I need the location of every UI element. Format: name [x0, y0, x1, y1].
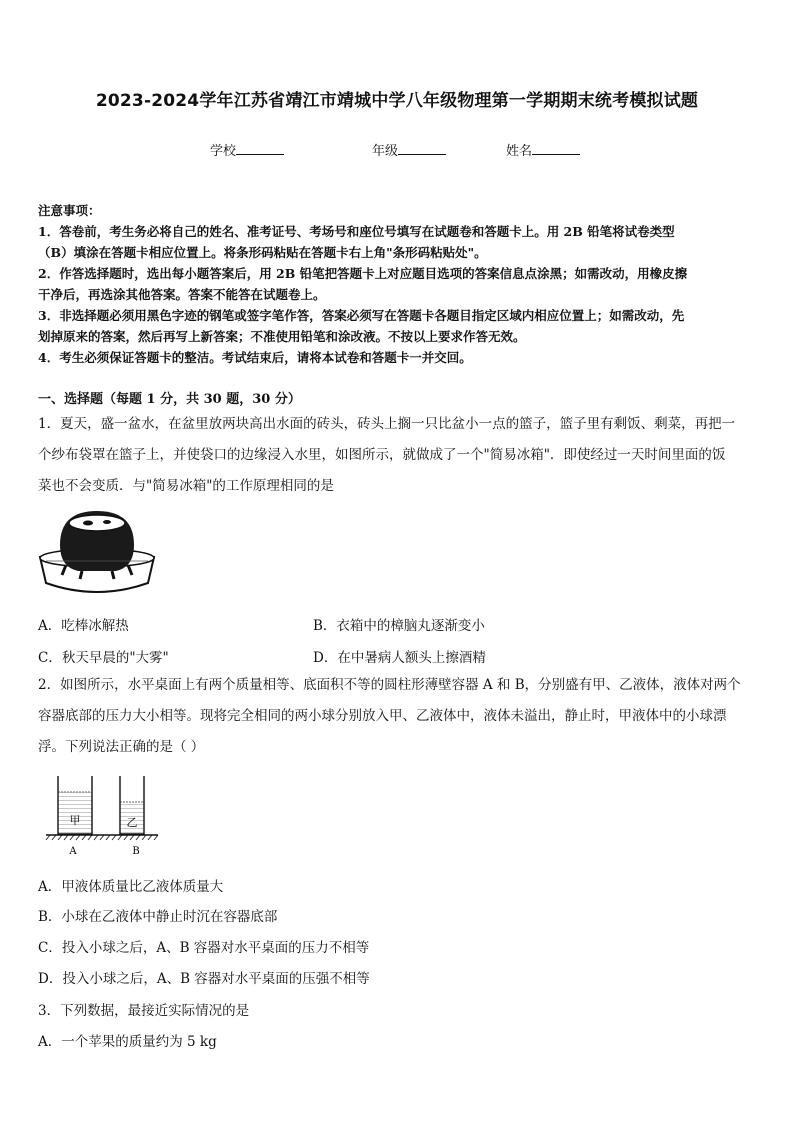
- question-2-stem: [38, 670, 758, 763]
- school-field[interactable]: [210, 140, 284, 159]
- school-label: 学校: [210, 144, 237, 159]
- question-3-stem: 3．下列数据，最接近实际情况的是: [38, 1003, 250, 1019]
- notice-line: 干净后，再选涂其他答案。答案不能答在试题卷上。: [38, 287, 326, 302]
- question-line: 1．夏天，盛一盆水，在盆里放两块高出水面的砖头，砖头上搁一只比盆小一点的篮子，篮子里有剩饭、剩菜，再把一: [38, 416, 736, 432]
- notice-line: （B）填涂在答题卡相应位置上。将条形码粘贴在答题卡右上角"条形码粘贴处"。: [38, 245, 487, 260]
- notice-line: 2．作答选择题时，选出每小题答案后，用 2B 铅笔把答题卡上对应题目选项的答案信息点涂黑；如需改动，用橡皮擦: [38, 266, 688, 281]
- container-a-label: A: [69, 846, 77, 857]
- containers-figure: [44, 772, 164, 860]
- notice-heading: 注意事项：: [38, 203, 101, 218]
- grade-label: 年级: [372, 144, 399, 159]
- q1-option-b[interactable]: B．衣箱中的樟脑丸逐渐变小: [313, 618, 485, 634]
- q1-option-c[interactable]: C．秋天早晨的"大雾": [38, 650, 169, 666]
- grade-blank[interactable]: [398, 142, 446, 155]
- liquid-b-label: 乙: [126, 816, 138, 829]
- question-line: 2．如图所示，水平桌面上有两个质量相等、底面积不等的圆柱形薄壁容器 A 和 B，分别盛有甲、乙液体，液体对两个: [38, 677, 741, 693]
- q2-option-d[interactable]: D．投入小球之后，A、B 容器对水平桌面的压强不相等: [38, 971, 370, 987]
- section-heading: 一、选择题（每题 1 分，共 30 题，30 分）: [38, 392, 301, 407]
- name-label: 姓名: [506, 144, 533, 159]
- q1-option-a[interactable]: A．吃棒冰解热: [38, 618, 129, 634]
- name-blank[interactable]: [532, 142, 580, 155]
- question-line: 个纱布袋罩在篮子上，并使袋口的边缘浸入水里，如图所示，就做成了一个"简易冰箱"．即使经过一天时间里面的饭: [38, 447, 726, 463]
- page-title: 2023-2024学年江苏省靖江市靖城中学八年级物理第一学期期末统考模拟试题: [95, 91, 699, 111]
- notice-block: [38, 200, 758, 368]
- question-line: 菜也不会变质．与"简易冰箱"的工作原理相同的是: [38, 478, 334, 494]
- notice-line: 4．考生必须保证答题卡的整洁。考试结束后，请将本试卷和答题卡一并交回。: [38, 350, 472, 365]
- grade-field[interactable]: [372, 140, 446, 159]
- q2-option-c[interactable]: C．投入小球之后，A、B 容器对水平桌面的压力不相等: [38, 940, 370, 956]
- question-1-stem: [38, 409, 758, 502]
- q2-option-a[interactable]: A．甲液体质量比乙液体质量大: [38, 879, 224, 895]
- notice-line: 3．非选择题必须用黑色字迹的钢笔或签字笔作答，答案必须写在答题卡各题目指定区域内相应位置上；如需改动，先: [38, 308, 685, 323]
- simple-fridge-figure: [36, 505, 158, 603]
- question-line: 浮。下列说法正确的是（ ）: [38, 739, 205, 755]
- q2-option-b[interactable]: B．小球在乙液体中静止时沉在容器底部: [38, 909, 278, 925]
- question-line: 容器底部的压力大小相等。现将完全相同的两小球分别放入甲、乙液体中，液体未溢出，静止时，甲液体中的小球漂: [38, 708, 727, 724]
- name-field[interactable]: [506, 140, 580, 159]
- q3-option-a[interactable]: A．一个苹果的质量约为 5 kg: [38, 1034, 217, 1050]
- notice-line: 1．答卷前，考生务必将自己的姓名、准考证号、考场号和座位号填写在试题卷和答题卡上。用 2B 铅笔将试卷类型: [38, 224, 675, 239]
- school-blank[interactable]: [236, 142, 284, 155]
- liquid-a-label: 甲: [69, 814, 81, 827]
- notice-line: 划掉原来的答案，然后再写上新答案；不准使用铅笔和涂改液。不按以上要求作答无效。: [38, 329, 526, 344]
- container-b-label: B: [132, 846, 140, 857]
- q1-option-d[interactable]: D．在中暑病人额头上擦酒精: [313, 650, 486, 666]
